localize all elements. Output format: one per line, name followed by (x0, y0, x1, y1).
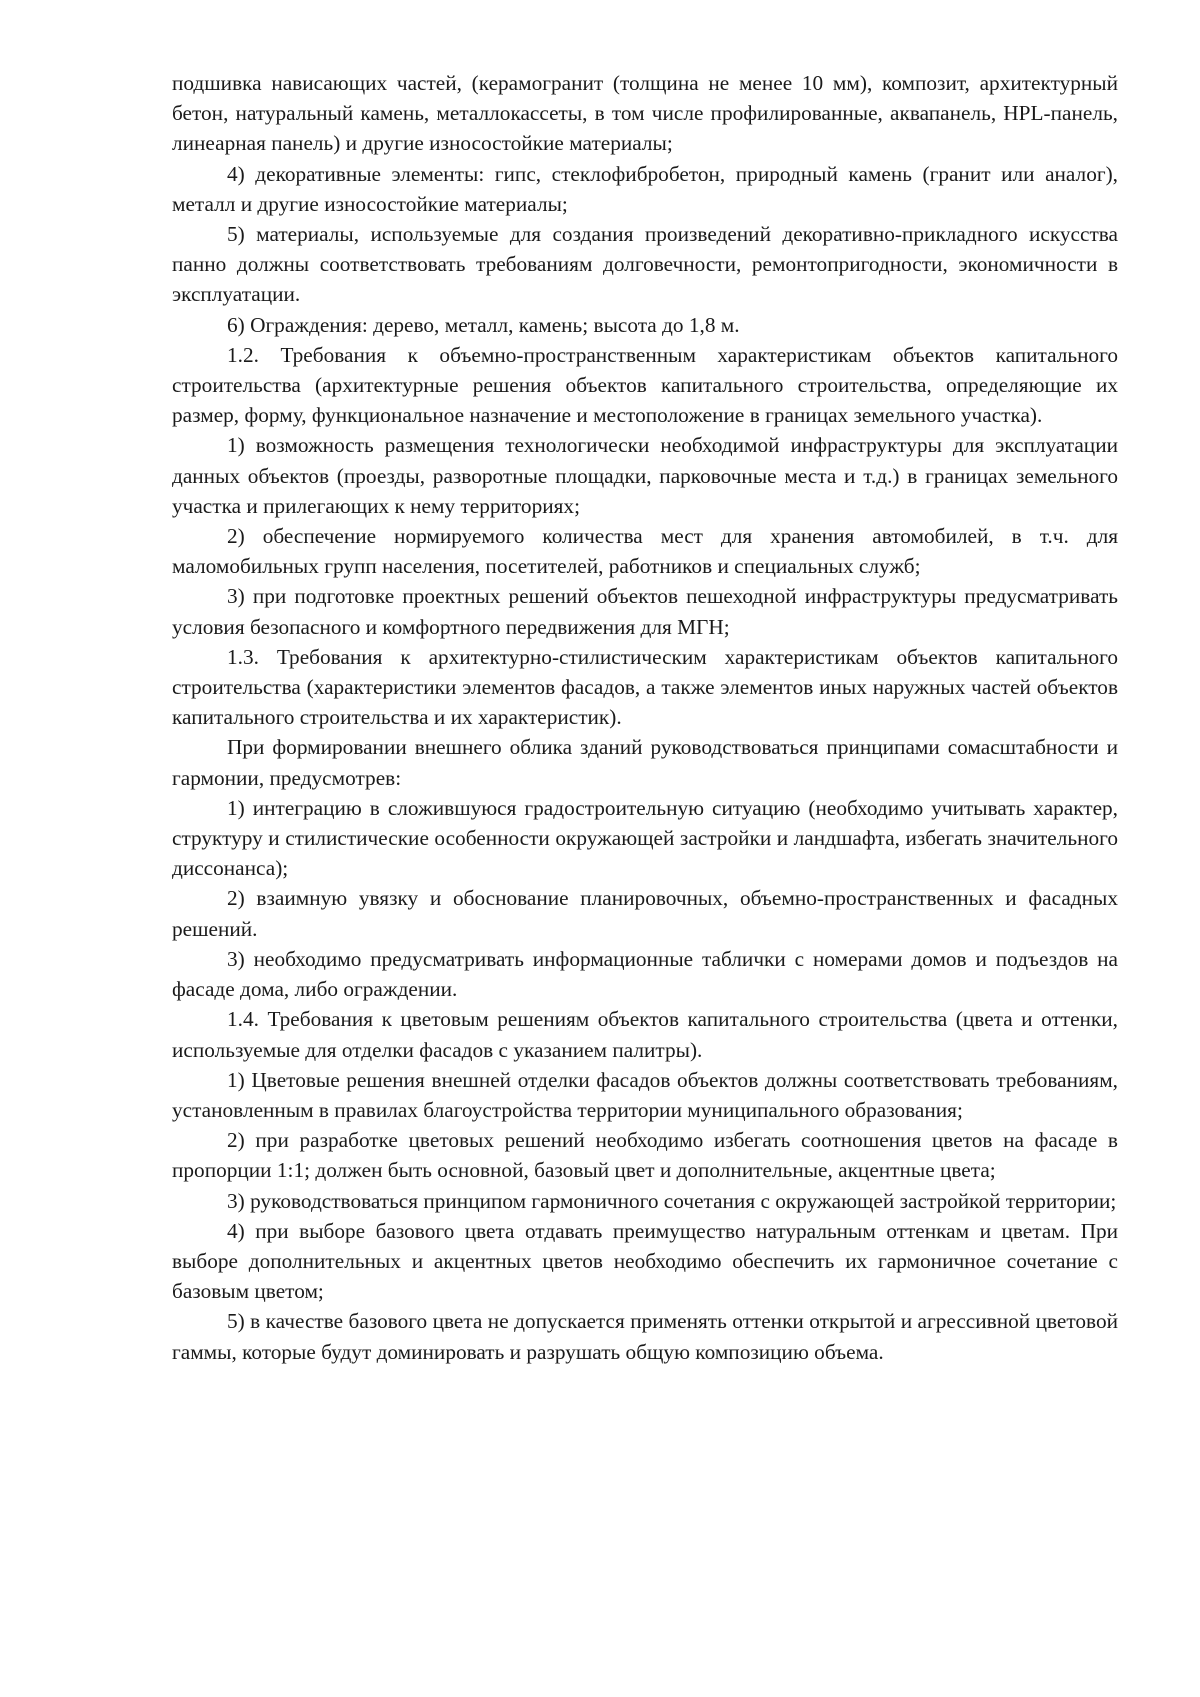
section-heading-1-2: 1.2. Требования к объемно-пространственным характеристикам объектов капитального строительства (архитектурные решения объектов капитального строительства, определяющие их размер, форму, функциональное назначение и местоположение в границах земельного участка). (172, 342, 1118, 428)
paragraph-color-rules: 1) Цветовые решения внешней отделки фасадов объектов должны соответствовать требованиям, установленным в правилах благоустройства территории муниципального образования; (172, 1067, 1118, 1122)
paragraph-house-plates: 3) необходимо предусматривать информационные таблички с номерами домов и подъездов на фасаде дома, либо ограждении. (172, 946, 1118, 1002)
section-heading-1-4: 1.4. Требования к цветовым решениям объектов капитального строительства (цвета и оттенки, используемые для отделки фасадов с указанием палитры). (172, 1007, 1118, 1062)
paragraph-decorative-elements: 4) декоративные элементы: гипс, стеклофибробетон, природный камень (гранит или аналог), металл и другие износостойкие материалы; (172, 161, 1118, 216)
section-heading-1-3: 1.3. Требования к архитектурно-стилистическим характеристикам объектов капитального строительства (характеристики элементов фасадов, а также элементов иных наружных частей объектов капитального строительства и их характеристик). (172, 644, 1118, 730)
paragraph-color-proportion: 2) при разработке цветовых решений необходимо избегать соотношения цветов на фасаде в пропорции 1:1; должен быть основной, базовый цвет и дополнительные, акцентные цвета; (172, 1128, 1118, 1183)
paragraph-aggressive-colors: 5) в качестве базового цвета не допускается применять оттенки открытой и агрессивной цветовой гаммы, которые будут доминировать и разрушать общую композицию объема. (172, 1309, 1118, 1364)
paragraph-appearance-principles: При формировании внешнего облика зданий руководствоваться принципами сомасштабности и гармонии, предусмотрев: (172, 735, 1118, 790)
paragraph-infrastructure: 1) возможность размещения технологически необходимой инфраструктуры для эксплуатации данных объектов (проезды, разворотные площадки, парковочные места и т.д.) в границах земельного участка и прилегающих к нему территориях; (172, 433, 1118, 518)
paragraph-integration: 1) интеграцию в сложившуюся градостроительную ситуацию (необходимо учитывать характер, структуру и стилистические особенности окружающей застройки и ландшафта, избегать значительного диссонанса); (172, 795, 1118, 881)
paragraph-fences: 6) Ограждения: дерево, металл, камень; высота до 1,8 м. (227, 312, 740, 337)
paragraph-base-color: 4) при выборе базового цвета отдавать преимущество натуральным оттенкам и цветам. При выборе дополнительных и акцентных цветов необходимо обеспечить их гармоничное сочетание с базовым цветом; (172, 1218, 1118, 1304)
paragraph-pedestrian: 3) при подготовке проектных решений объектов пешеходной инфраструктуры предусматривать условия безопасного и комфортного передвижения для МГН; (172, 584, 1118, 639)
paragraph-parking: 2) обеспечение нормируемого количества мест для хранения автомобилей, в т.ч. для маломобильных групп населения, посетителей, работников и специальных служб; (172, 524, 1118, 579)
document-page (172, 68, 1118, 1367)
paragraph-applied-art-materials: 5) материалы, используемые для создания произведений декоративно-прикладного искусства панно должны соответствовать требованиям долговечности, ремонтопригодности, экономичности в эксплуатации. (172, 222, 1118, 307)
paragraph-continuation: подшивка нависающих частей, (керамогранит (толщина не менее 10 мм), композит, архитектурный бетон, натуральный камень, металлокассеты, в том числе профилированные, аквапанель, HPL-панель, линеарная панель) и другие износостойкие материалы; (172, 71, 1118, 156)
paragraph-harmony: 3) руководствоваться принципом гармоничного сочетания с окружающей застройкой территории; (227, 1188, 1117, 1213)
paragraph-coordination: 2) взаимную увязку и обоснование планировочных, объемно-пространственных и фасадных решений. (172, 886, 1118, 941)
